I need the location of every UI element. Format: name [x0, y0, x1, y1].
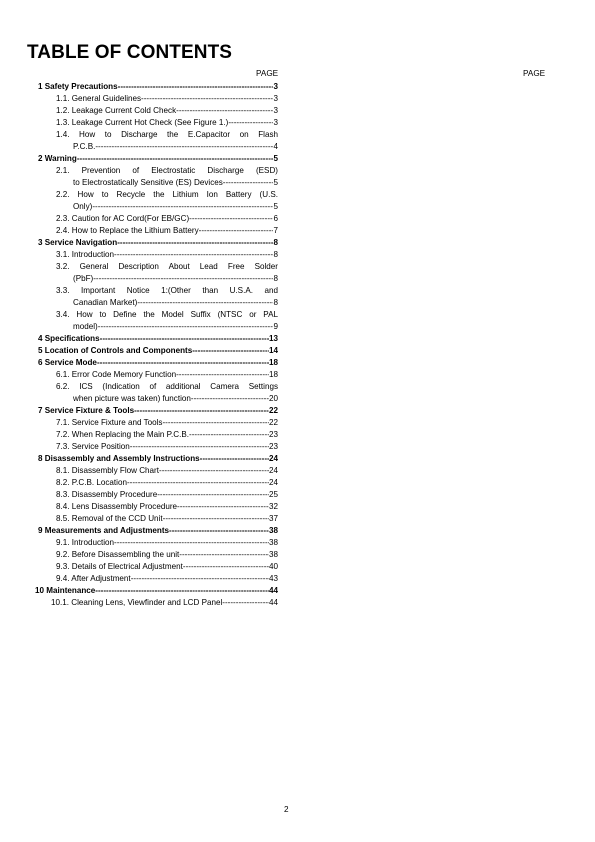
toc-entry-title-line: 6.2. ICS (Indication of additional Camera Settings: [56, 382, 278, 391]
toc-section-entry[interactable]: [0, 285, 595, 309]
toc-entry-line: [56, 477, 278, 489]
toc-entry-title: 1.3. Leakage Current Hot Check (See Figure 1.): [56, 118, 229, 127]
toc-entry-title: 9.3. Details of Electrical Adjustment: [56, 562, 183, 571]
toc-section-entry[interactable]: [0, 441, 595, 453]
toc-page-number: 40: [268, 562, 278, 571]
toc-entry-title: 8.4. Lens Disassembly Procedure: [56, 502, 178, 511]
toc-entry-title: 9 Measurements and Adjustments: [38, 526, 170, 535]
toc-dot-leader: [228, 117, 273, 129]
toc-page-number: 44: [268, 586, 278, 595]
toc-page-number: 4: [273, 142, 278, 151]
toc-dot-leader: [118, 81, 274, 93]
toc-dot-leader: [189, 213, 273, 225]
toc-entry-line: [38, 525, 278, 537]
toc-page-number: 43: [268, 574, 278, 583]
toc-section-entry[interactable]: [0, 513, 595, 525]
toc-page-number: 24: [268, 454, 278, 463]
toc-dot-leader: [177, 501, 269, 513]
toc-dot-leader: [100, 333, 269, 345]
toc-entry-title: 6 Service Mode: [38, 358, 97, 367]
toc-section-entry[interactable]: [0, 477, 595, 489]
toc-entry-title: 7.1. Service Fixture and Tools: [56, 418, 163, 427]
toc-entry-line: [51, 597, 278, 609]
toc-section-entry[interactable]: [0, 561, 595, 573]
toc-entry-line: [56, 417, 278, 429]
toc-entry-line: [73, 393, 278, 405]
toc-entry-line: [38, 405, 278, 417]
toc-section-entry[interactable]: [0, 93, 595, 105]
toc-chapter-entry[interactable]: [0, 333, 595, 345]
toc-page-number: 14: [268, 346, 278, 355]
toc-chapter-entry[interactable]: [0, 345, 595, 357]
toc-page-number: 5: [273, 154, 278, 163]
toc-page-number: 7: [273, 226, 278, 235]
toc-entry-line: [38, 333, 278, 345]
toc-chapter-entry[interactable]: [0, 153, 595, 165]
toc-page-number: 5: [273, 202, 278, 211]
toc-page-number: 24: [268, 478, 278, 487]
toc-entry-line: [35, 585, 278, 597]
table-of-contents: [0, 81, 595, 609]
toc-entry-title: 10.1. Cleaning Lens, Viewfinder and LCD Panel: [51, 598, 223, 607]
toc-page-number: 3: [273, 106, 278, 115]
toc-section-entry[interactable]: [0, 573, 595, 585]
toc-entry-line: [38, 345, 278, 357]
toc-dot-leader: [98, 321, 274, 333]
toc-dot-leader: [159, 465, 269, 477]
toc-chapter-entry[interactable]: [0, 405, 595, 417]
toc-dot-leader: [130, 441, 269, 453]
toc-entry-line: [38, 357, 278, 369]
toc-dot-leader: [92, 201, 273, 213]
toc-dot-leader: [157, 489, 269, 501]
toc-dot-leader: [163, 513, 269, 525]
toc-entry-title-line: 3.4. How to Define the Model Suffix (NTSC or PAL: [56, 310, 278, 319]
toc-entry-title-line: 3.3. Important Notice 1:(Other than U.S.A. and: [56, 286, 278, 295]
toc-entry-line: [38, 81, 278, 93]
toc-entry-title: Canadian Market): [73, 298, 138, 307]
toc-entry-line: [56, 573, 278, 585]
toc-entry-title: 8.2. P.C.B. Location: [56, 478, 127, 487]
toc-entry-title-line: 2.2. How to Recycle the Lithium Ion Battery (U.S.: [56, 190, 278, 199]
toc-page-number: 23: [268, 442, 278, 451]
toc-chapter-entry[interactable]: [0, 237, 595, 249]
toc-entry-line: [56, 225, 278, 237]
toc-entry-title-line: 2.1. Prevention of Electrostatic Discharge (ESD): [56, 166, 278, 175]
toc-entry-line: [56, 369, 278, 381]
toc-dot-leader: [162, 417, 269, 429]
toc-dot-leader: [200, 453, 269, 465]
toc-dot-leader: [93, 273, 273, 285]
toc-entry-line: [56, 489, 278, 501]
toc-dot-leader: [223, 177, 274, 189]
footer-page-number: 2: [284, 805, 289, 814]
toc-section-entry[interactable]: [0, 465, 595, 477]
toc-section-entry[interactable]: [0, 261, 595, 285]
toc-section-entry[interactable]: [0, 537, 595, 549]
toc-page-number: 38: [268, 526, 278, 535]
page-title: TABLE OF CONTENTS: [27, 42, 233, 63]
toc-entry-title: 8.1. Disassembly Flow Chart: [56, 466, 160, 475]
toc-page-number: 8: [273, 274, 278, 283]
toc-entry-line: [56, 441, 278, 453]
toc-dot-leader: [95, 585, 269, 597]
toc-entry-line: [38, 153, 278, 165]
toc-entry-line: [56, 537, 278, 549]
toc-entry-line: [73, 297, 278, 309]
toc-entry-title: 8.3. Disassembly Procedure: [56, 490, 158, 499]
toc-chapter-entry[interactable]: [0, 357, 595, 369]
toc-entry-title: Only): [73, 202, 93, 211]
toc-section-entry[interactable]: [0, 189, 595, 213]
toc-entry-line: [56, 429, 278, 441]
toc-section-entry[interactable]: [0, 489, 595, 501]
toc-page-number: 8: [273, 238, 278, 247]
toc-dot-leader: [97, 357, 269, 369]
toc-dot-leader: [95, 141, 273, 153]
toc-entry-line: [38, 237, 278, 249]
toc-entry-line: [56, 117, 278, 129]
toc-entry-title: when picture was taken) function: [73, 394, 191, 403]
toc-section-entry[interactable]: [0, 309, 595, 333]
toc-page-number: 32: [268, 502, 278, 511]
toc-entry-title: 2 Warning: [38, 154, 77, 163]
toc-entry-title: 1 Safety Precautions: [38, 82, 118, 91]
toc-entry-line: [73, 177, 278, 189]
toc-chapter-entry[interactable]: [0, 81, 595, 93]
toc-section-entry[interactable]: [0, 381, 595, 405]
toc-entry-title: model): [73, 322, 98, 331]
toc-entry-title: 9.4. After Adjustment: [56, 574, 131, 583]
toc-page-number: 3: [273, 118, 278, 127]
toc-entry-title: 7 Service Fixture & Tools: [38, 406, 135, 415]
toc-section-entry[interactable]: [0, 417, 595, 429]
toc-entry-line: [56, 249, 278, 261]
toc-dot-leader: [176, 105, 273, 117]
toc-entry-line: [73, 321, 278, 333]
toc-dot-leader: [222, 597, 269, 609]
toc-entry-line: [38, 453, 278, 465]
toc-chapter-entry[interactable]: [0, 453, 595, 465]
toc-section-entry[interactable]: [0, 549, 595, 561]
toc-dot-leader: [134, 405, 269, 417]
toc-dot-leader: [179, 549, 269, 561]
toc-entry-title: 8.5. Removal of the CCD Unit: [56, 514, 163, 523]
toc-page-number: 18: [268, 358, 278, 367]
toc-chapter-entry[interactable]: [0, 585, 595, 597]
toc-dot-leader: [117, 237, 273, 249]
toc-section-entry[interactable]: [0, 117, 595, 129]
toc-dot-leader: [189, 429, 269, 441]
toc-dot-leader: [169, 525, 269, 537]
toc-chapter-entry[interactable]: [0, 525, 595, 537]
toc-entry-title: 7.2. When Replacing the Main P.C.B.: [56, 430, 190, 439]
toc-entry-line: [56, 561, 278, 573]
toc-page-number: 8: [273, 298, 278, 307]
toc-section-entry[interactable]: [0, 597, 595, 609]
toc-entry-line: [56, 549, 278, 561]
toc-section-entry[interactable]: [0, 129, 595, 153]
toc-entry-title: 8 Disassembly and Assembly Instructions: [38, 454, 200, 463]
toc-entry-title: 2.3. Caution for AC Cord(For EB/GC): [56, 214, 190, 223]
toc-page-number: 38: [268, 550, 278, 559]
toc-section-entry[interactable]: [0, 225, 595, 237]
toc-section-entry[interactable]: [0, 501, 595, 513]
toc-entry-title: (PbF): [73, 274, 94, 283]
toc-entry-line: [56, 513, 278, 525]
toc-page-number: 5: [273, 178, 278, 187]
toc-entry-line: [56, 213, 278, 225]
toc-page-number: 3: [273, 82, 278, 91]
toc-dot-leader: [192, 345, 269, 357]
toc-section-entry[interactable]: [0, 165, 595, 189]
toc-entry-title: 9.1. Introduction: [56, 538, 115, 547]
toc-dot-leader: [127, 477, 269, 489]
toc-entry-title: 1.1. General Guidelines: [56, 94, 142, 103]
toc-entry-title: 9.2. Before Disassembling the unit: [56, 550, 180, 559]
toc-page-number: 23: [268, 430, 278, 439]
toc-entry-title: 2.4. How to Replace the Lithium Battery: [56, 226, 199, 235]
toc-page-number: 6: [273, 214, 278, 223]
toc-section-entry[interactable]: [0, 249, 595, 261]
toc-page-number: 44: [268, 598, 278, 607]
toc-section-entry[interactable]: [0, 105, 595, 117]
toc-page-number: 9: [273, 322, 278, 331]
toc-page-number: 25: [268, 490, 278, 499]
toc-entry-line: [56, 93, 278, 105]
toc-dot-leader: [176, 369, 269, 381]
toc-dot-leader: [114, 537, 269, 549]
toc-section-entry[interactable]: [0, 429, 595, 441]
toc-page-number: 38: [268, 538, 278, 547]
toc-entry-title: to Electrostatically Sensitive (ES) Devices: [73, 178, 223, 187]
toc-page-number: 3: [273, 94, 278, 103]
toc-entry-title: 7.3. Service Position: [56, 442, 130, 451]
toc-section-entry[interactable]: [0, 213, 595, 225]
toc-dot-leader: [141, 93, 273, 105]
toc-dot-leader: [131, 573, 269, 585]
toc-page-number: 20: [268, 394, 278, 403]
toc-page-number: 13: [268, 334, 278, 343]
toc-entry-title: 5 Location of Controls and Components: [38, 346, 193, 355]
toc-entry-title: 6.1. Error Code Memory Function: [56, 370, 177, 379]
page-column-header-left: PAGE: [256, 69, 279, 78]
toc-entry-title: 1.2. Leakage Current Cold Check: [56, 106, 177, 115]
toc-dot-leader: [77, 153, 274, 165]
toc-entry-line: [73, 141, 278, 153]
toc-dot-leader: [183, 561, 269, 573]
toc-entry-title: P.C.B.: [73, 142, 96, 151]
toc-dot-leader: [137, 297, 273, 309]
toc-entry-title: 3 Service Navigation: [38, 238, 118, 247]
toc-entry-line: [56, 105, 278, 117]
toc-dot-leader: [114, 249, 273, 261]
toc-entry-title-line: 3.2. General Description About Lead Free Solder: [56, 262, 278, 271]
toc-entry-line: [56, 501, 278, 513]
toc-entry-title-line: 1.4. How to Discharge the E.Capacitor on Flash: [56, 130, 278, 139]
page-column-header-right: PAGE: [523, 69, 546, 78]
toc-entry-line: [56, 465, 278, 477]
toc-page-number: 8: [273, 250, 278, 259]
toc-dot-leader: [199, 225, 274, 237]
toc-page-number: 37: [268, 514, 278, 523]
toc-section-entry[interactable]: [0, 369, 595, 381]
toc-page-number: 18: [268, 370, 278, 379]
toc-page-number: 24: [268, 466, 278, 475]
toc-entry-title: 10 Maintenance: [35, 586, 96, 595]
toc-dot-leader: [191, 393, 269, 405]
toc-entry-line: [73, 273, 278, 285]
toc-page-number: 22: [268, 406, 278, 415]
toc-page-number: 22: [268, 418, 278, 427]
toc-entry-line: [73, 201, 278, 213]
toc-entry-title: 3.1. Introduction: [56, 250, 115, 259]
toc-entry-title: 4 Specifications: [38, 334, 100, 343]
